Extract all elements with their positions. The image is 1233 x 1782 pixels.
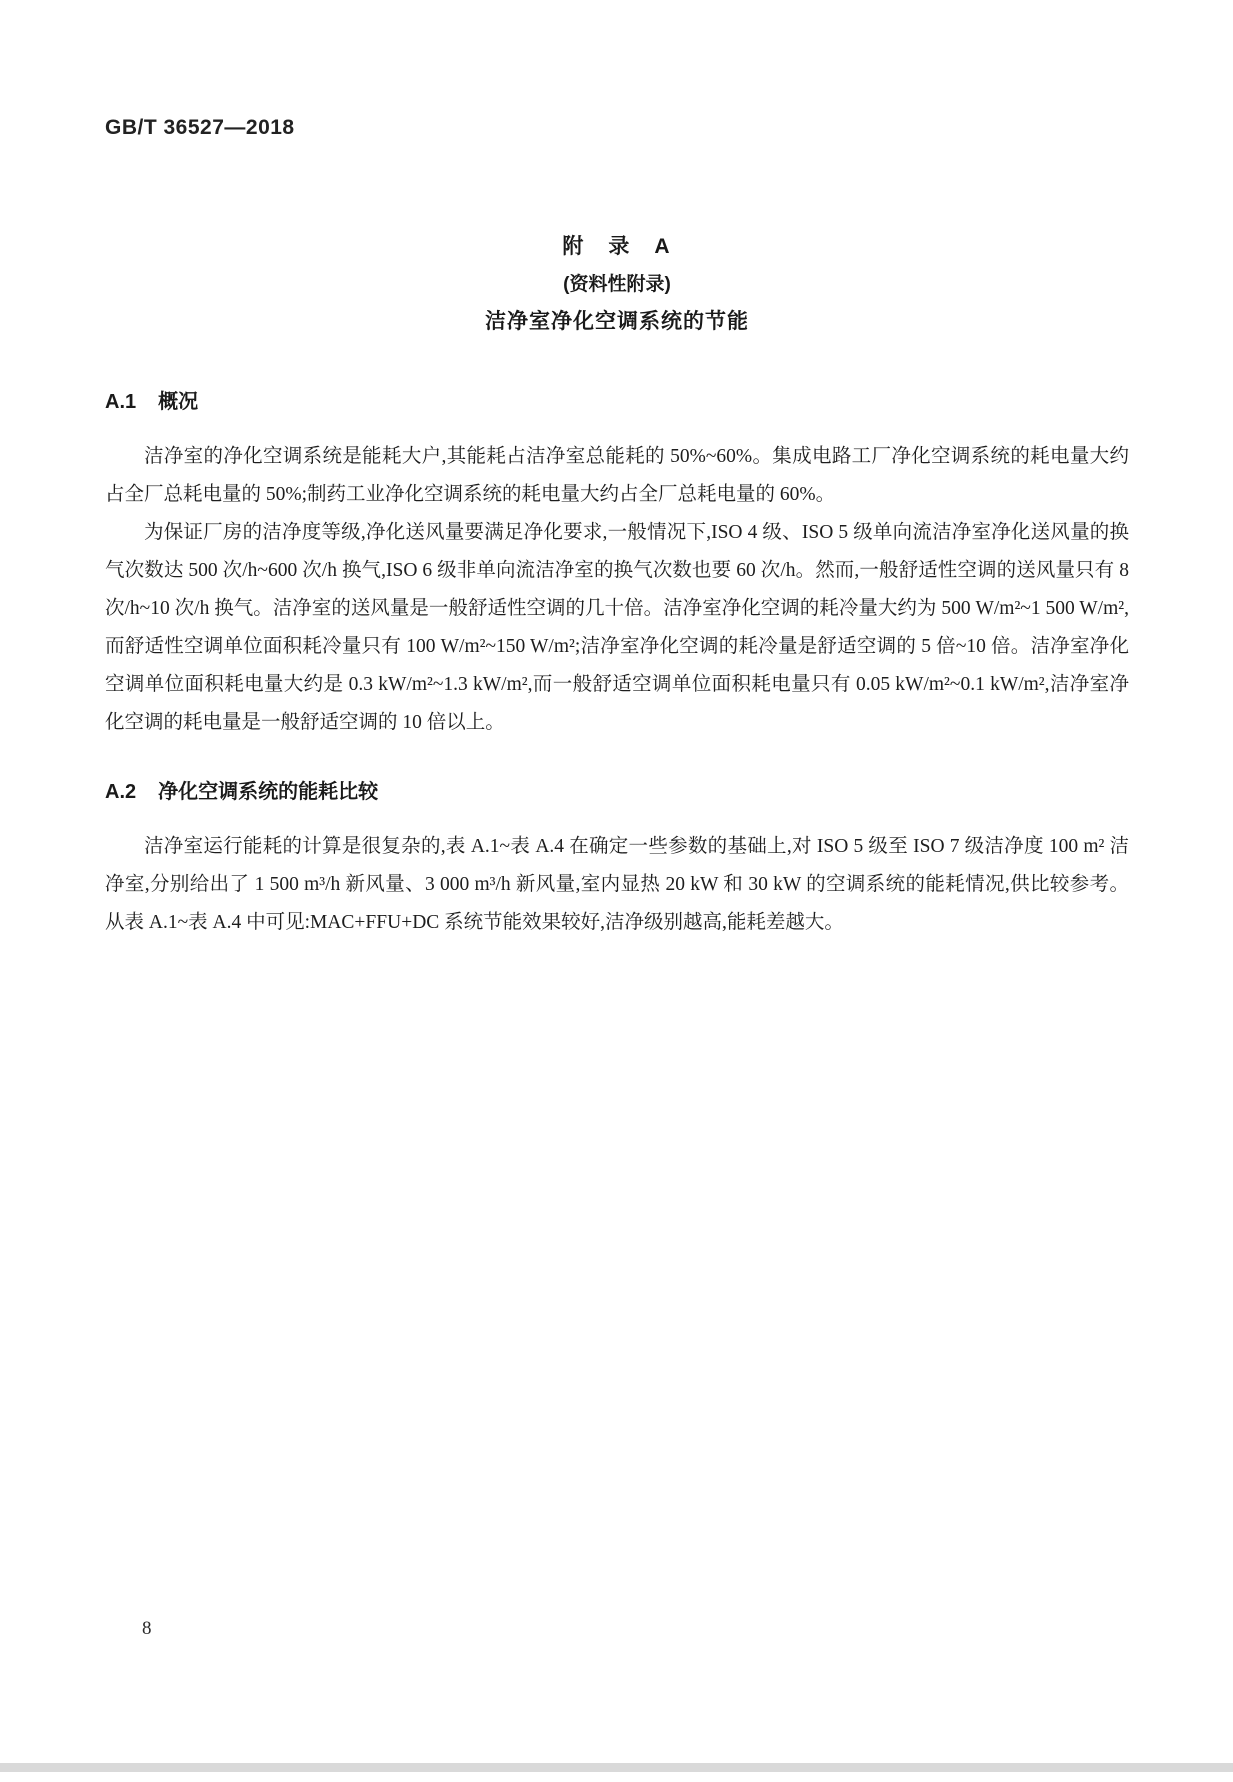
- section-a1: [105, 388, 1129, 742]
- scan-edge-artifact: [0, 1763, 1233, 1772]
- section-a1-paragraph-2: 为保证厂房的洁净度等级,净化送风量要满足净化要求,一般情况下,ISO 4 级、ISO 5 级单向流洁净室净化送风量的换气次数达 500 次/h~600 次/h 换气,ISO 6 级非单向流洁净室的换气次数也要 60 次/h。然而,一般舒适性空调的送风量只有 8 次/h~10 次/h 换气。洁净室的送风量是一般舒适性空调的几十倍。洁净室净化空调的耗冷量大约为 500 W/m²~1 500 W/m²,而舒适性空调单位面积耗冷量只有 100 W/m²~150 W/m²;洁净室净化空调的耗冷量是舒适空调的 5 倍~10 倍。洁净室净化空调单位面积耗电量大约是 0.3 kW/m²~1.3 kW/m²,而一般舒适空调单位面积耗电量只有 0.05 kW/m²~0.1 kW/m²,洁净室净化空调的耗电量是一般舒适空调的 10 倍以上。: [105, 522, 1129, 733]
- section-a1-paragraph-1: 洁净室的净化空调系统是能耗大户,其能耗占洁净室总能耗的 50%~60%。集成电路工厂净化空调系统的耗电量大约占全厂总耗电量的 50%;制药工业净化空调系统的耗电量大约占全厂总耗电量的 60%。: [105, 446, 1129, 505]
- section-a1-title: 概况: [158, 391, 199, 413]
- section-a2-heading: [105, 778, 1129, 806]
- appendix-title-block: [105, 228, 1129, 340]
- standard-number: GB/T 36527—2018: [105, 116, 295, 139]
- section-a1-heading: [105, 388, 1129, 416]
- appendix-subtitle-informative: (资料性附录): [563, 274, 671, 295]
- page-content: [105, 0, 1129, 942]
- section-a1-number: A.1: [105, 391, 137, 413]
- appendix-topic-title: 洁净室净化空调系统的节能: [485, 310, 749, 333]
- section-a2-title: 净化空调系统的能耗比较: [158, 781, 379, 803]
- section-a2-number: A.2: [105, 781, 137, 803]
- appendix-title-line: 附 录 A: [562, 235, 672, 258]
- section-a2: [105, 778, 1129, 942]
- page-number: 8: [142, 1618, 152, 1639]
- section-a2-paragraph-1: 洁净室运行能耗的计算是很复杂的,表 A.1~表 A.4 在确定一些参数的基础上,对 ISO 5 级至 ISO 7 级洁净度 100 m² 洁净室,分别给出了 1 500 m³/h 新风量、3 000 m³/h 新风量,室内显热 20 kW 和 30 kW 的空调系统的能耗情况,供比较参考。从表 A.1~表 A.4 中可见:MAC+FFU+DC 系统节能效果较好,洁净级别越高,能耗差越大。: [105, 836, 1129, 933]
